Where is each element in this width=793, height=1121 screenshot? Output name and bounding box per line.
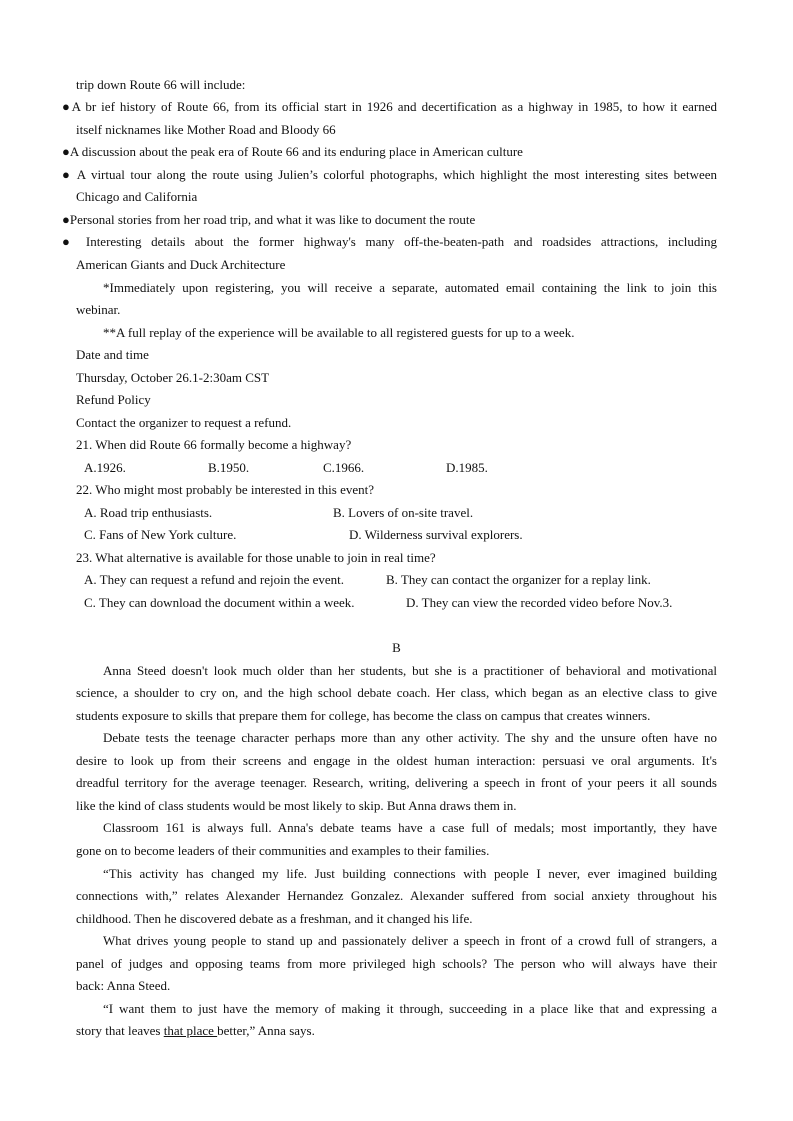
q22-option-c: C. Fans of New York culture. bbox=[84, 527, 237, 542]
paragraph-3-line-2: gone on to become leaders of their communities and examples to their families. bbox=[76, 843, 490, 858]
q22-option-a: A. Road trip enthusiasts. bbox=[84, 505, 213, 520]
q23-option-c: C. They can download the document within a week. bbox=[84, 595, 355, 610]
q23-option-b: B. They can contact the organizer for a replay link. bbox=[386, 572, 651, 587]
bullet-history-cont: itself nicknames like Mother Road and Bloody 66 bbox=[76, 122, 336, 137]
question-22: 22. Who might most probably be interested in this event? bbox=[76, 482, 374, 497]
note-registration: *Immediately upon registering, you will receive a separate, automated email containing the link to join this bbox=[103, 280, 717, 295]
paragraph-2-line-1: Debate tests the teenage character perhaps more than any other activity. The shy and the unsure often have no bbox=[103, 730, 717, 745]
intro-lead: trip down Route 66 will include: bbox=[76, 77, 246, 92]
q23-option-d: D. They can view the recorded video before Nov.3. bbox=[406, 595, 673, 610]
note-replay: **A full replay of the experience will be available to all registered guests for up to a week. bbox=[103, 325, 575, 340]
bullet-virtual-tour: ● A virtual tour along the route using Julien’s colorful photographs, which highlight the most interesting sites between bbox=[62, 167, 717, 182]
bullet-details: ● Interesting details about the former highway's many off-the-beaten-path and roadsides attractions, including bbox=[62, 234, 717, 249]
paragraph-6-text-before: story that leaves bbox=[76, 1023, 164, 1038]
paragraph-1-line-2: science, a shoulder to cry on, and the high school debate coach. Her class, which began as an elective class to give bbox=[76, 685, 717, 700]
q21-option-b: B.1950. bbox=[208, 460, 250, 475]
question-23: 23. What alternative is available for those unable to join in real time? bbox=[76, 550, 436, 565]
paragraph-6-line-1: “I want them to just have the memory of making it through, succeeding in a place like that and expressing a bbox=[103, 1001, 717, 1016]
paragraph-3-line-1: Classroom 161 is always full. Anna's debate teams have a case full of medals; most importantly, they have bbox=[103, 820, 717, 835]
paragraph-2-line-2: desire to look up from their screens and engage in the oldest human interaction: persuasi ve oral arguments. It's bbox=[76, 753, 717, 768]
q21-option-d: D.1985. bbox=[446, 460, 488, 475]
q21-option-a: A.1926. bbox=[84, 460, 126, 475]
paragraph-4-line-2: connections with,” relates Alexander Hernandez Gonzalez. Alexander suffered from social anxiety throughout his bbox=[76, 888, 717, 903]
paragraph-2-line-3: dreadful territory for the average teenager. Research, writing, delivering a speech in front of your peers it all sounds bbox=[76, 775, 717, 790]
paragraph-6-text-after: better,” Anna says. bbox=[217, 1023, 315, 1038]
paragraph-5-line-3: back: Anna Steed. bbox=[76, 978, 171, 993]
paragraph-4-line-1: “This activity has changed my life. Just building connections with people I never, ever imagined building bbox=[103, 866, 717, 881]
date-label: Date and time bbox=[76, 347, 149, 362]
paragraph-5-line-1: What drives young people to stand up and passionately deliver a speech in front of a crowd full of strangers, a bbox=[103, 933, 717, 948]
paragraph-6-line-2 bbox=[76, 1023, 315, 1039]
bullet-details-cont: American Giants and Duck Architecture bbox=[76, 257, 286, 272]
note-registration-cont: webinar. bbox=[76, 302, 121, 317]
bullet-peak-era: ●A discussion about the peak era of Route 66 and its enduring place in American culture bbox=[62, 144, 523, 159]
q22-option-b: B. Lovers of on-site travel. bbox=[333, 505, 474, 520]
refund-label: Refund Policy bbox=[76, 392, 151, 407]
bullet-virtual-tour-cont: Chicago and California bbox=[76, 189, 198, 204]
paragraph-2-line-4: like the kind of class students would be most likely to skip. But Anna draws them in. bbox=[76, 798, 517, 813]
q21-option-c: C.1966. bbox=[323, 460, 365, 475]
q22-option-d: D. Wilderness survival explorers. bbox=[349, 527, 523, 542]
bullet-personal-stories: ●Personal stories from her road trip, and what it was like to document the route bbox=[62, 212, 476, 227]
bullet-history: ●A br ief history of Route 66, from its official start in 1926 and decertification as a highway in 1985, to how it earned bbox=[62, 99, 717, 114]
paragraph-1-line-3: students exposure to skills that prepare them for college, has become the class on campus that creates winners. bbox=[76, 708, 651, 723]
underlined-phrase-that-place: that place bbox=[163, 1023, 218, 1038]
refund-value: Contact the organizer to request a refund. bbox=[76, 415, 292, 430]
paragraph-1-line-1: Anna Steed doesn't look much older than her students, but she is a practitioner of behavioral and motivational bbox=[103, 663, 717, 678]
question-21: 21. When did Route 66 formally become a highway? bbox=[76, 437, 352, 452]
paragraph-4-line-3: childhood. Then he discovered debate as a freshman, and it changed his life. bbox=[76, 911, 473, 926]
paragraph-5-line-2: panel of judges and opposing teams from more privileged high schools? The person who will always have their bbox=[76, 956, 717, 971]
date-value: Thursday, October 26.1-2:30am CST bbox=[76, 370, 270, 385]
q23-option-a: A. They can request a refund and rejoin the event. bbox=[84, 572, 345, 587]
passage-b-heading: B bbox=[392, 640, 401, 655]
